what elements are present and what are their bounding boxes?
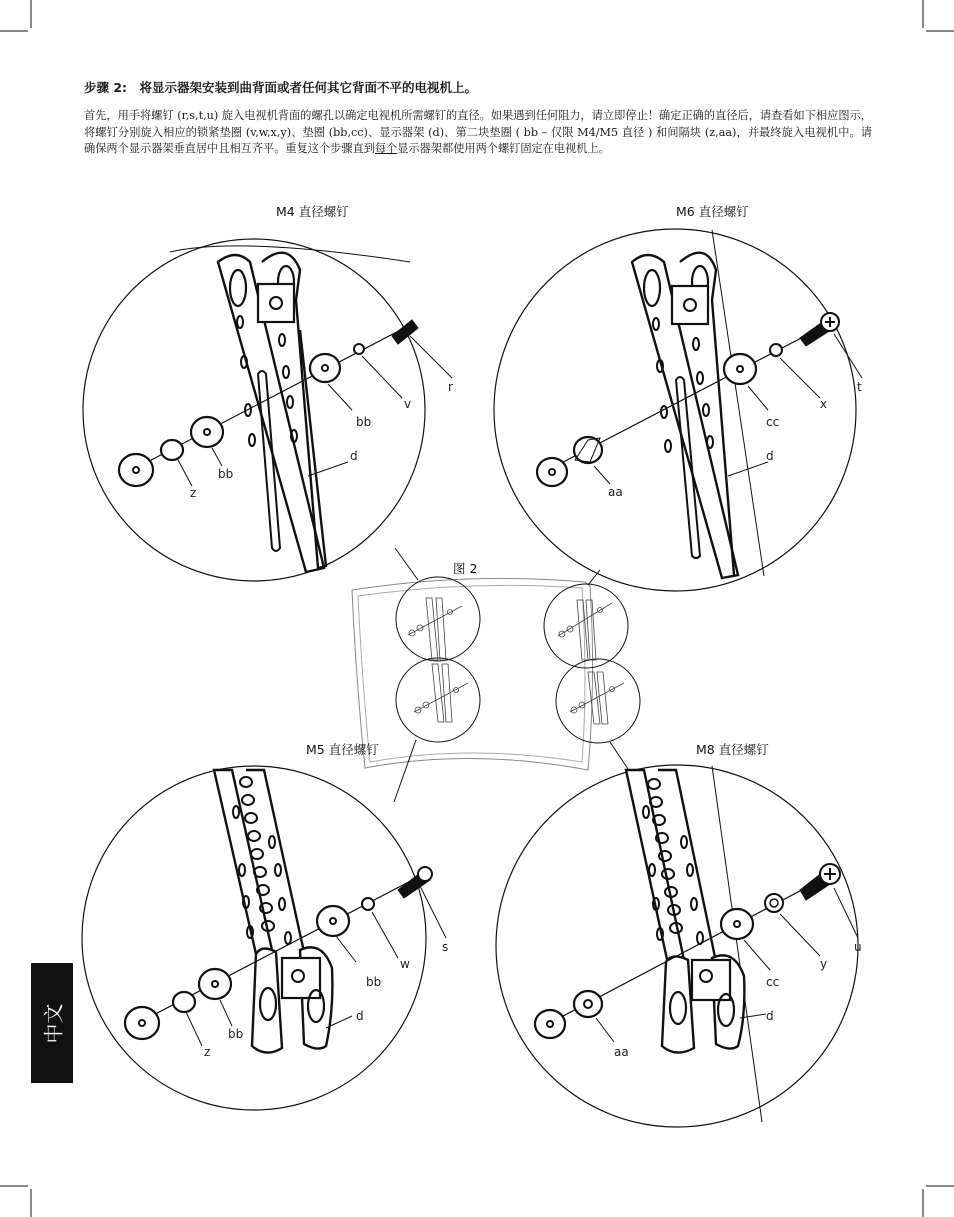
m6-title: M6 直径螺钉 (676, 204, 749, 219)
m6-label-x: x (820, 397, 828, 411)
m8-label-aa: aa (614, 1045, 629, 1059)
m8-label-d: d (766, 1009, 774, 1023)
m4-label-r: r (448, 380, 453, 394)
m5-label-s: s (442, 940, 449, 954)
m4-title: M4 直径螺钉 (276, 204, 349, 219)
m4-label-v: v (404, 397, 412, 411)
m4-label-bb2: bb (218, 467, 234, 481)
m8-label-u: u (854, 940, 862, 954)
m4-detail (83, 239, 452, 581)
language-tab-label: 中文 (41, 1003, 66, 1043)
m6-label-t: t (857, 380, 862, 394)
figure-label: 图 2 (453, 561, 478, 576)
m5-detail (82, 766, 449, 1110)
m4-label-bb1: bb (356, 415, 372, 429)
m6-detail (494, 229, 862, 591)
m4-label-d: d (350, 449, 358, 463)
m4-label-z: z (190, 486, 197, 500)
m6-label-cc: cc (766, 415, 780, 429)
tv-overview (352, 548, 640, 802)
m5-title: M5 直径螺钉 (306, 742, 379, 757)
paragraph-underlined: 每个 (374, 142, 398, 155)
paragraph-text: 首先，用手将螺钉 (r,s,t,u) 旋入电视机背面的螺孔以确定电视机所需螺钉的直径。如果遇到任何阻力，请立即停止！确定正确的直径后，请查看如下相应图示，将螺钉分别旋入相应的锁紧垫圈 (v,w,x,y)、垫圈 (bb,cc)、显示器架 (d)、第二块垫圈 ( bb – 仅限 M4/M5 直径 ) 和间隔块 (z,aa)，并最终旋入电视机中。请确保两个显示器架垂直居中且相互齐平。重复这个步骤直到 (84, 109, 872, 155)
language-tab (31, 963, 73, 1083)
m5-label-d: d (356, 1009, 364, 1023)
m5-label-z: z (204, 1045, 211, 1059)
paragraph-text-end: 显示器架都使用两个螺钉固定在电视机上。 (397, 142, 610, 155)
m8-label-y: y (820, 957, 828, 971)
step-heading: 步骤 2: 将显示器架安装到曲背面或者任何其它背面不平的电视机上。 (84, 80, 478, 95)
m6-label-d: d (766, 449, 774, 463)
m5-label-w: w (400, 957, 410, 971)
m6-label-aa: aa (608, 485, 623, 499)
m5-label-bb2: bb (228, 1027, 244, 1041)
m8-title: M8 直径螺钉 (696, 742, 769, 757)
m8-detail (496, 765, 858, 1127)
m5-label-bb1: bb (366, 975, 382, 989)
m8-label-cc: cc (766, 975, 780, 989)
